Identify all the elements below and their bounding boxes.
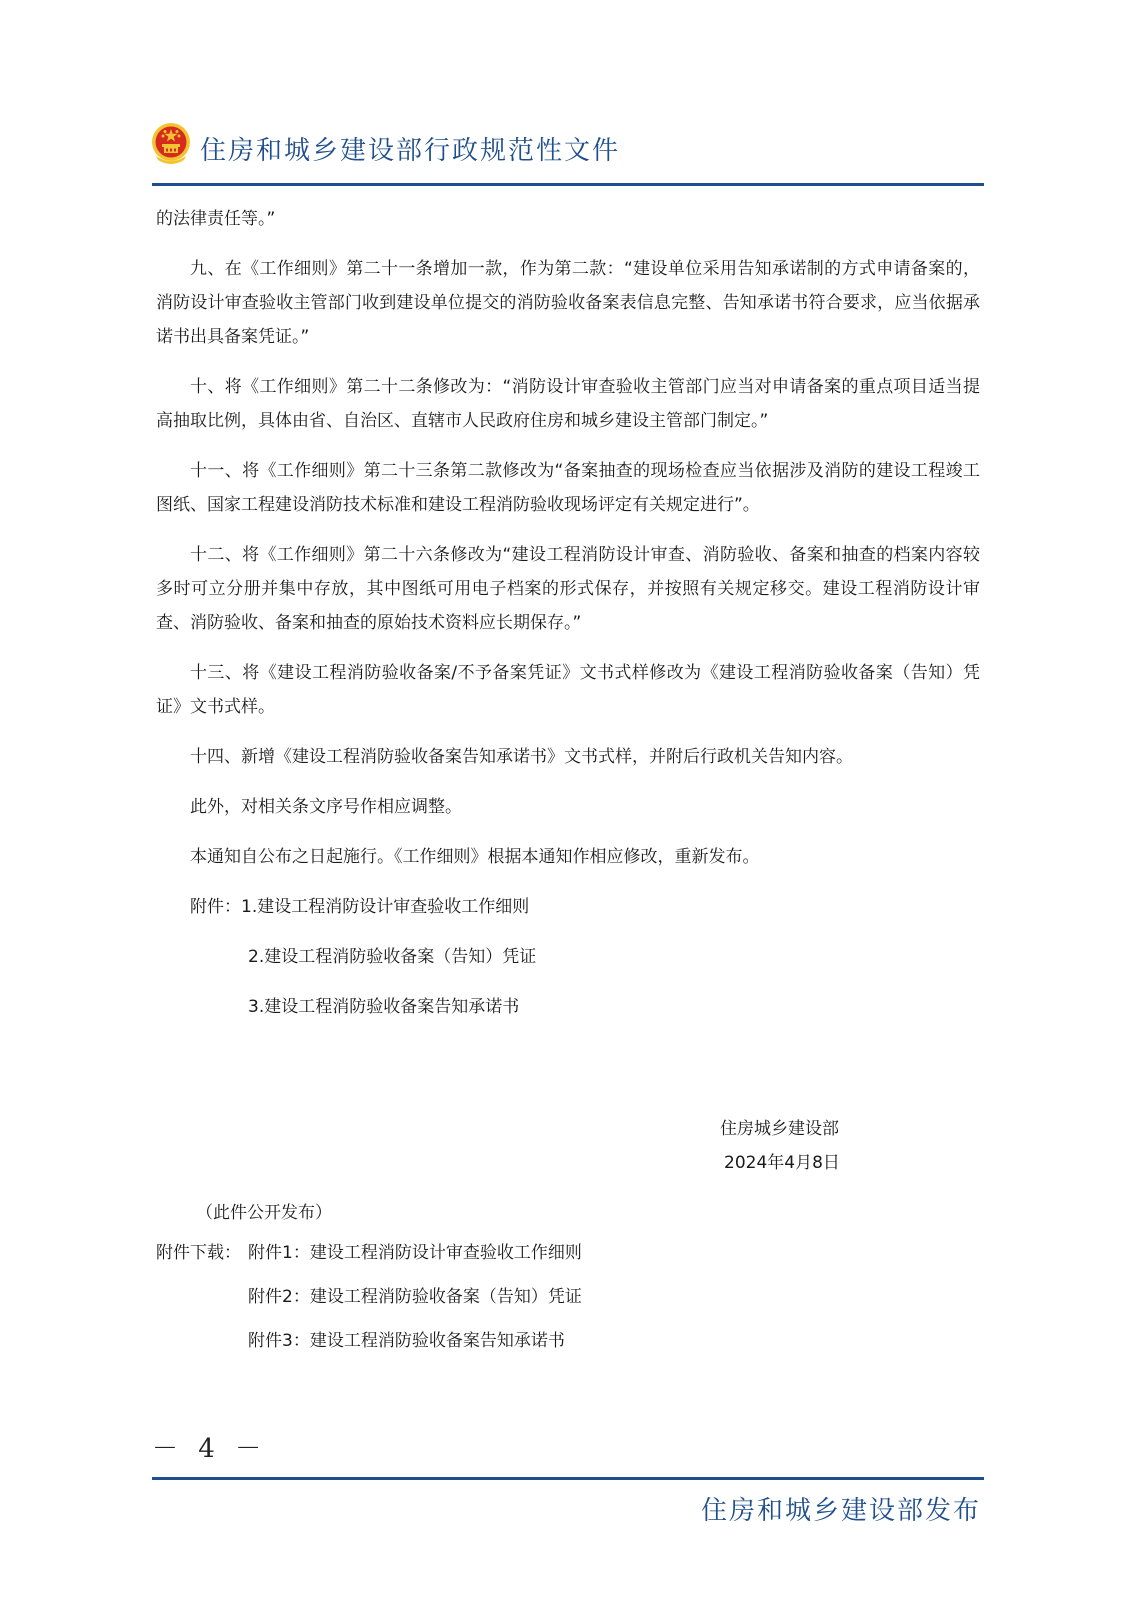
download-link-attachment-1[interactable]: 附件1：建设工程消防设计审查验收工作细则 xyxy=(248,1243,582,1263)
paragraph: 十一、将《工作细则》第二十三条第二款修改为“备案抽查的现场检查应当依据涉及消防的建设工程竣工图纸、国家工程建设消防技术标准和建设工程消防验收现场评定有关规定进行”。 xyxy=(156,461,980,515)
paragraph: 十四、新增《建设工程消防验收备案告知承诺书》文书式样，并附后行政机关告知内容。 xyxy=(190,747,853,767)
footer-rule xyxy=(152,1477,984,1480)
paragraph: 十二、将《工作细则》第二十六条修改为“建设工程消防设计审查、消防验收、备案和抽查的档案内容较多时可立分册并集中存放，其中图纸可用电子档案的形式保存，并按照有关规定移交。建设工程消防设计审查、消防验收、备案和抽查的原始技术资料应长期保存。” xyxy=(156,545,980,633)
public-release-note: （此件公开发布） xyxy=(196,1203,332,1223)
attachment-list-heading: 附件：1.建设工程消防设计审查验收工作细则 xyxy=(190,897,530,917)
paragraph: 的法律责任等。” xyxy=(156,209,276,229)
national-emblem-icon xyxy=(150,122,192,168)
paragraph: 九、在《工作细则》第二十一条增加一款，作为第二款：“建设单位采用告知承诺制的方式申请备案的，消防设计审查验收主管部门收到建设单位提交的消防验收备案表信息完整、告知承诺书符合要求，应当依据承诺书出具备案凭证。” xyxy=(156,259,980,347)
header-rule xyxy=(152,183,984,186)
signature-org: 住房城乡建设部 xyxy=(720,1119,839,1139)
paragraph: 本通知自公布之日起施行。《工作细则》根据本通知作相应修改，重新发布。 xyxy=(190,847,760,867)
paragraph: 十三、将《建设工程消防验收备案/不予备案凭证》文书式样修改为《建设工程消防验收备案（告知）凭证》文书式样。 xyxy=(156,663,980,717)
document-body xyxy=(156,202,980,1040)
attachment-item: 2.建设工程消防验收备案（告知）凭证 xyxy=(248,947,537,967)
download-link-attachment-2[interactable]: 附件2：建设工程消防验收备案（告知）凭证 xyxy=(248,1287,582,1307)
paragraph: 此外，对相关条文序号作相应调整。 xyxy=(190,797,462,817)
footer-publisher: 住房和城乡建设部发布 xyxy=(700,1496,981,1526)
downloads-label: 附件下载： xyxy=(156,1243,241,1263)
paragraph: 十、将《工作细则》第二十二条修改为：“消防设计审查验收主管部门应当对申请备案的重点项目适当提高抽取比例，具体由省、自治区、直辖市人民政府住房和城乡建设主管部门制定。” xyxy=(156,377,980,431)
attachment-item: 3.建设工程消防验收备案告知承诺书 xyxy=(248,997,520,1017)
download-link-attachment-3[interactable]: 附件3：建设工程消防验收备案告知承诺书 xyxy=(248,1331,565,1351)
header-title: 住房和城乡建设部行政规范性文件 xyxy=(200,136,621,166)
signature-date: 2024年4月8日 xyxy=(724,1153,840,1173)
page-number: － 4 － xyxy=(152,1434,268,1464)
document-header xyxy=(150,122,984,172)
